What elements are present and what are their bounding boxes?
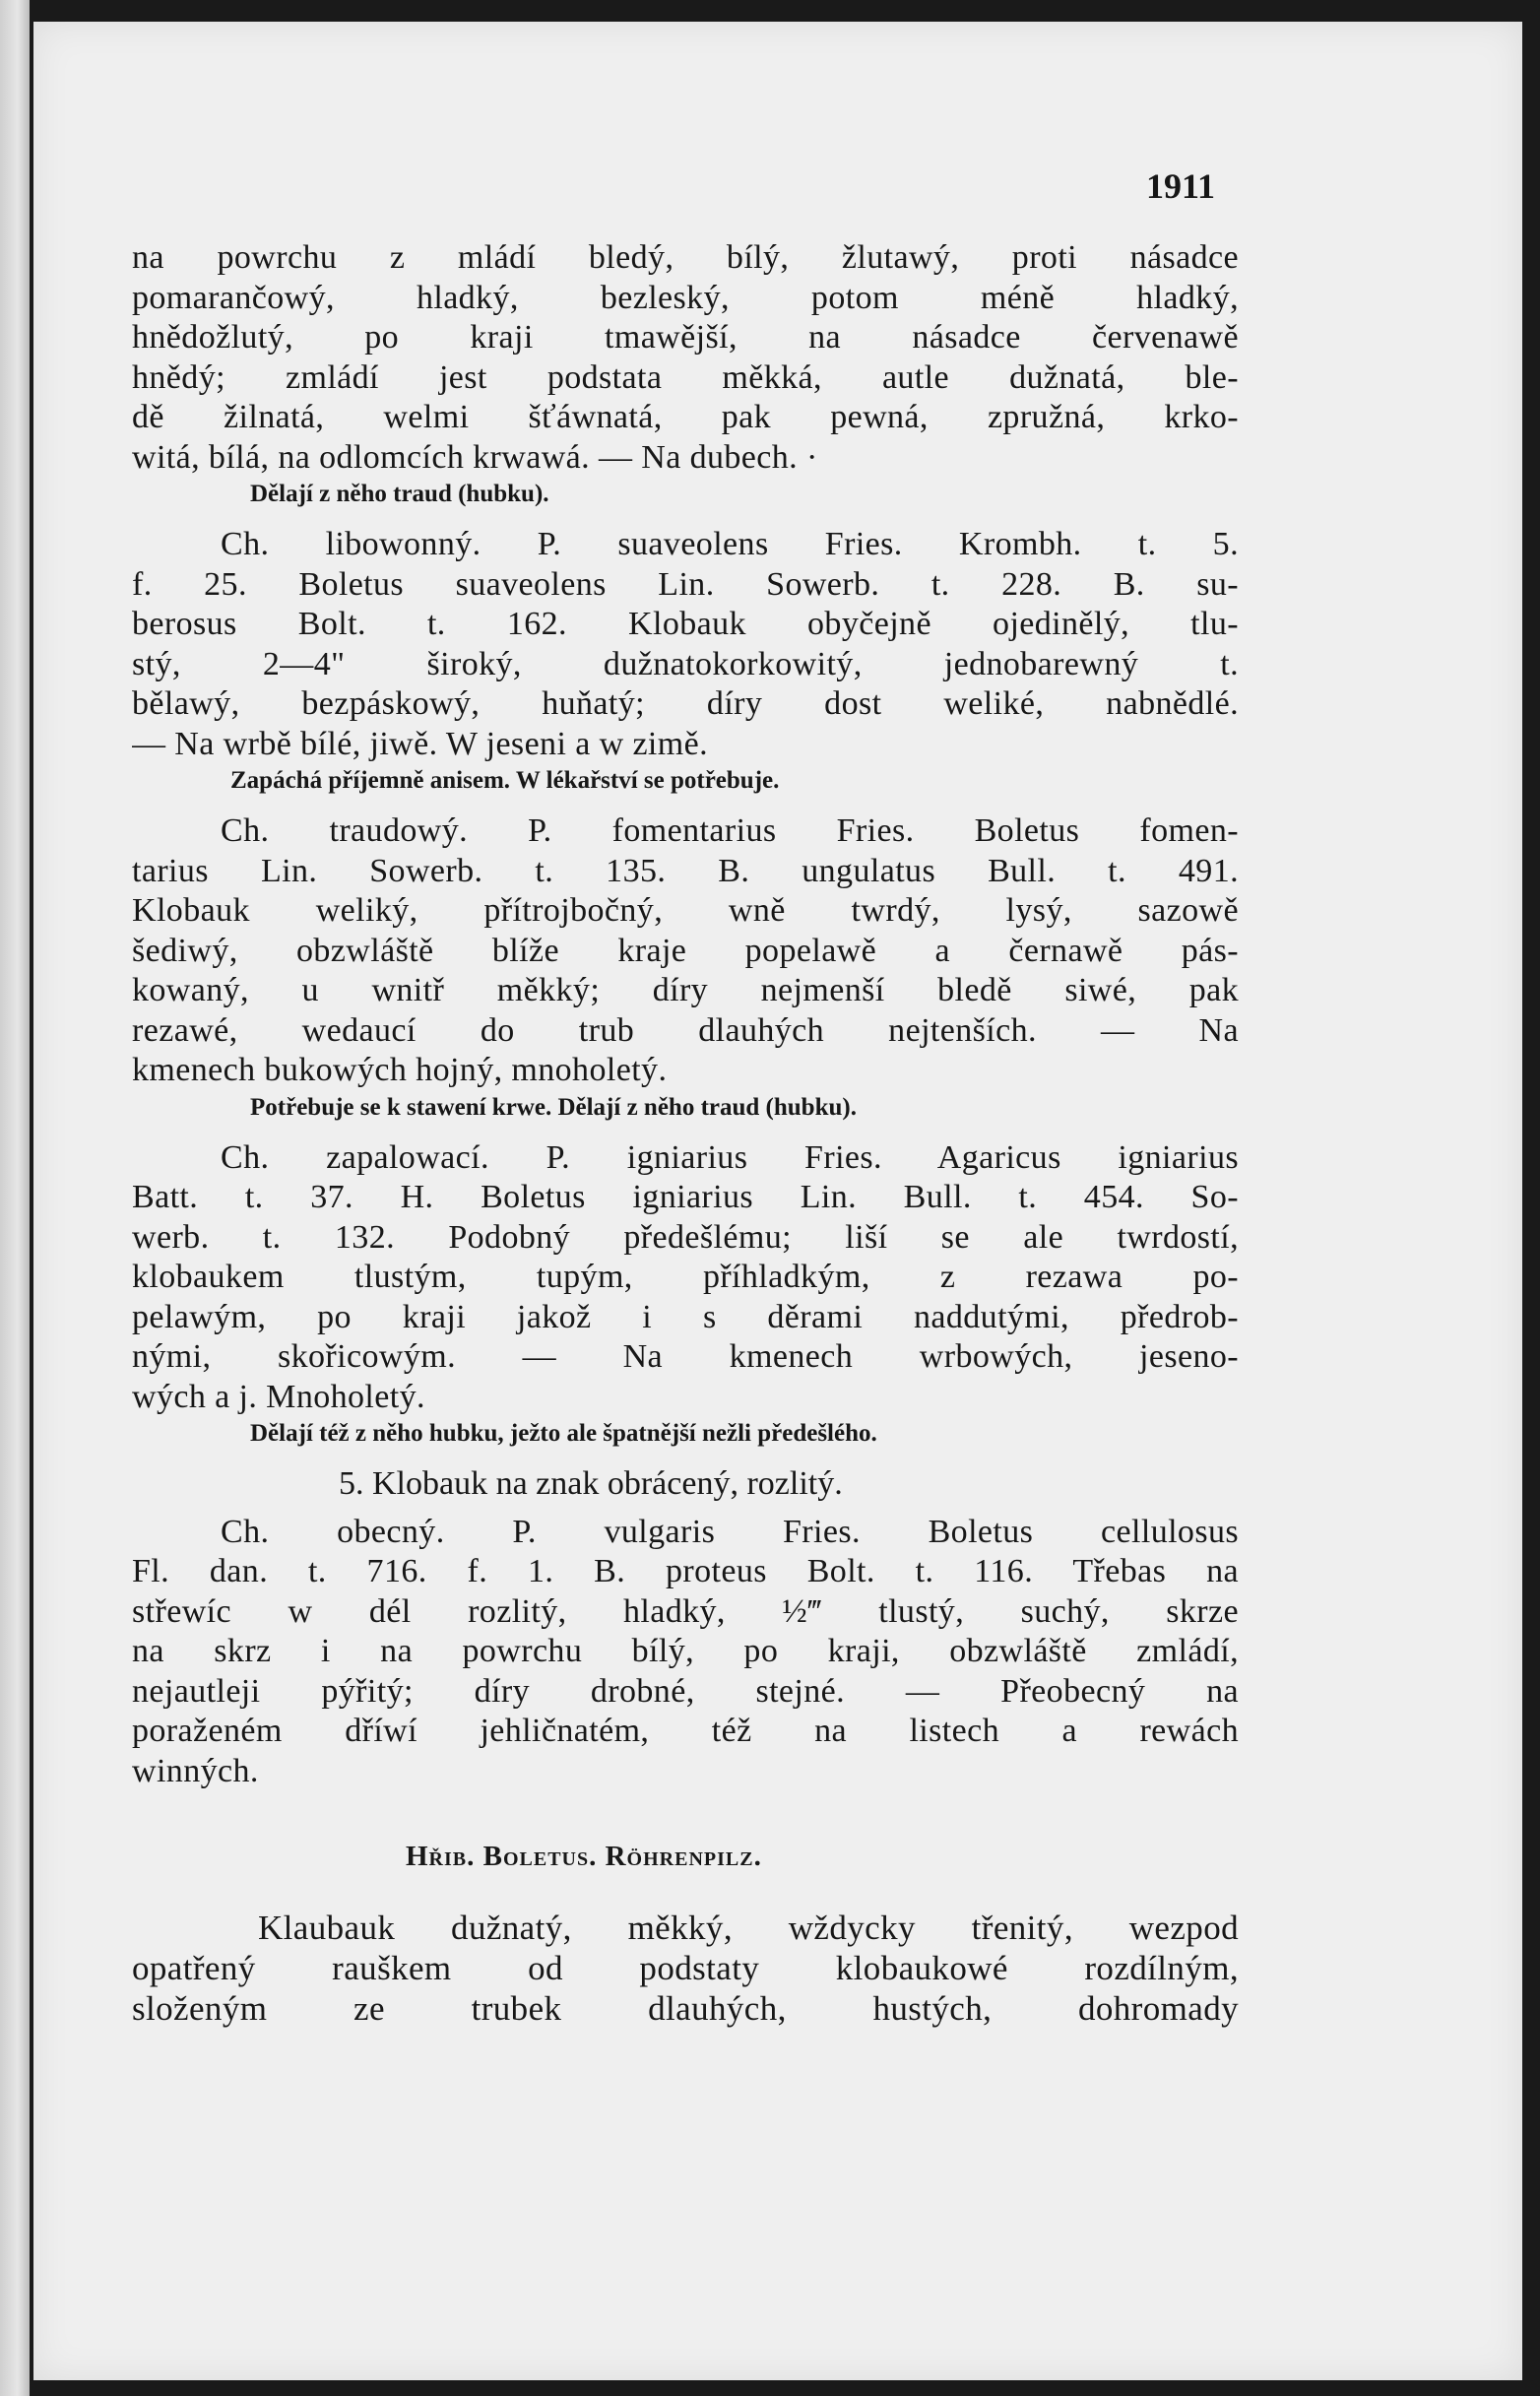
text-line: Fl. dan. t. 716. f. 1. B. proteus Bolt. t. 116. Třebas na: [132, 1553, 1239, 1589]
text-line: na powrchu z mládí bledý, bílý, žlutawý, proti násadce: [132, 239, 1239, 276]
text-line: klobaukem tlustým, tupým, příhladkým, z rezawa po-: [132, 1259, 1239, 1295]
usage-note: Potřebuje se k stawení krwe. Dělají z něho traud (hubku).: [250, 1093, 857, 1121]
text-line: wých a j. Mnoholetý.: [132, 1378, 425, 1415]
usage-note: Zapáchá příjemně anisem. W lékařství se potřebuje.: [230, 767, 780, 794]
text-line: Ch. libowonný. P. suaveolens Fries. Krombh. t. 5.: [221, 526, 1239, 562]
text-line: pelawým, po kraji jakož i s děrami naddutými, předrob-: [132, 1298, 1239, 1335]
text-line: nými, skořicowým. — Na kmenech wrbowých, jeseno-: [132, 1338, 1239, 1375]
text-line: Batt. t. 37. H. Boletus igniarius Lin. Bull. t. 454. So-: [132, 1179, 1239, 1215]
text-line: pomarančowý, hladký, bezleský, potom méně hladký,: [132, 279, 1239, 316]
text-line: dě žilnatá, welmi šťáwnatá, pak pewná, zpružná, krko-: [132, 399, 1239, 435]
text-line: Klaubauk dužnatý, měkký, wždycky třenitý, wezpod: [258, 1909, 1239, 1947]
text-line: rezawé, wedaucí do trub dlauhých nejtenších. — Na: [132, 1011, 1239, 1049]
text-line: winných.: [132, 1752, 259, 1789]
page-number: 1911: [1146, 166, 1216, 206]
page-body: [132, 238, 1239, 2029]
book-page: [33, 22, 1522, 2380]
text-line: opatřený rauškem od podstaty klobaukowé rozdílným,: [132, 1949, 1239, 1987]
text-line: hnědý; zmládí jest podstata měkká, autle dužnatá, ble-: [132, 358, 1239, 396]
usage-note: Dělají z něho traud (hubku).: [250, 481, 549, 507]
text-line: Klobauk weliký, přítrojbočný, wně twrdý, lysý, sazowě: [132, 892, 1239, 929]
section-heading: 5. Klobauk na znak obrácený, rozlitý.: [339, 1465, 843, 1502]
text-line: — Na wrbě bílé, jiwě. W jeseni a w zimě.: [132, 725, 709, 762]
text-line: stý, 2—4" široký, dužnatokorkowitý, jednobarewný t.: [132, 645, 1239, 682]
text-line: werb. t. 132. Podobný předešlému; liší se ale twrdostí,: [132, 1218, 1239, 1256]
text-line: kowaný, u wnitř měkký; díry nejmenší bledě siwé, pak: [132, 972, 1239, 1008]
text-line: tarius Lin. Sowerb. t. 135. B. ungulatus Bull. t. 491.: [132, 852, 1239, 889]
genus-heading: Hřib. Boletus. Röhrenpilz.: [406, 1841, 762, 1872]
text-line: hnědožlutý, po kraji tmawější, na násadce červenawě: [132, 319, 1239, 356]
text-line: bělawý, bezpáskowý, huňatý; díry dost weliké, nabnědlé.: [132, 685, 1239, 722]
text-line: f. 25. Boletus suaveolens Lin. Sowerb. t. 228. B. su-: [132, 565, 1239, 603]
text-line: šediwý, obzwláště blíže kraje popelawě a černawě pás-: [132, 932, 1239, 969]
text-line: na skrz i na powrchu bílý, po kraji, obzwláště zmládí,: [132, 1633, 1239, 1669]
text-line: složeným ze trubek dlauhých, hustých, dohromady: [132, 1989, 1239, 2028]
text-line: nejautleji pýřitý; díry drobné, stejné. — Přeobecný na: [132, 1672, 1239, 1710]
text-line: witá, bílá, na odlomcích krwawá. — Na dubech. ·: [132, 438, 818, 476]
text-line: střewíc w dél rozlitý, hladký, ½‴ tlustý, suchý, skrze: [132, 1592, 1239, 1630]
usage-note: Dělají též z něho hubku, ježto ale špatnější nežli předešlého.: [250, 1420, 877, 1447]
text-line: Ch. traudowý. P. fomentarius Fries. Boletus fomen-: [221, 812, 1239, 849]
text-line: Ch. zapalowací. P. igniarius Fries. Agaricus igniarius: [221, 1138, 1239, 1176]
text-line: kmenech bukowých hojný, mnoholetý.: [132, 1052, 668, 1088]
text-line: berosus Bolt. t. 162. Klobauk obyčejně ojedinělý, tlu-: [132, 606, 1239, 642]
scan-edge: [0, 0, 30, 2396]
text-line: Ch. obecný. P. vulgaris Fries. Boletus cellulosus: [221, 1513, 1239, 1550]
text-line: poraženém dříwí jehličnatém, též na listech a rewách: [132, 1713, 1239, 1749]
